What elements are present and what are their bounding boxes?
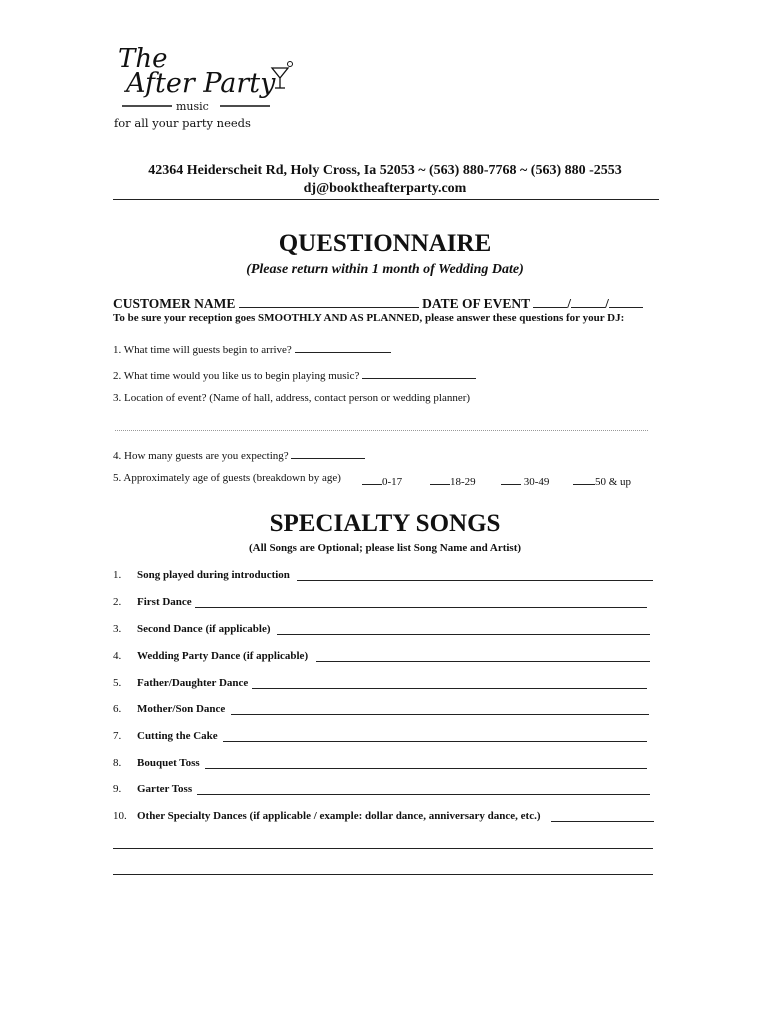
song-field[interactable] bbox=[223, 741, 647, 742]
age-range-18-29: 18-29 bbox=[430, 472, 476, 488]
logo-tagline: for all your party needs bbox=[114, 116, 251, 130]
song-field[interactable] bbox=[231, 714, 649, 715]
song-field[interactable] bbox=[277, 634, 650, 635]
age-18-29-field[interactable] bbox=[430, 472, 450, 485]
extra-line[interactable] bbox=[113, 848, 653, 849]
song-field[interactable] bbox=[195, 607, 647, 608]
age-range-30-49: 30-49 bbox=[501, 472, 549, 488]
song-field[interactable] bbox=[297, 580, 653, 581]
arrival-time-field[interactable] bbox=[295, 340, 391, 353]
contact-email: dj@booktheafterparty.com bbox=[303, 181, 467, 196]
question-arrival: 1. What time will guests begin to arrive? bbox=[113, 340, 391, 356]
header-divider bbox=[113, 199, 659, 200]
date-separator: / bbox=[567, 296, 572, 311]
customer-name-field[interactable] bbox=[239, 295, 419, 308]
specialty-songs-subtitle: (All Songs are Optional; please list Song Name and Artist) bbox=[248, 542, 522, 554]
customer-line bbox=[113, 295, 643, 312]
extra-line[interactable] bbox=[113, 874, 653, 875]
location-field[interactable] bbox=[115, 430, 648, 431]
music-start-field[interactable] bbox=[362, 366, 476, 379]
after-party-logo bbox=[112, 44, 297, 134]
age-range-50-up: 50 & up bbox=[573, 472, 631, 488]
age-30-49-field[interactable] bbox=[501, 472, 521, 485]
song-field[interactable] bbox=[205, 768, 647, 769]
questionnaire-intro: To be sure your reception goes SMOOTHLY AND AS PLANNED, please answer these questions for your DJ: bbox=[113, 312, 625, 324]
question-music-start: 2. What time would you like us to begin playing music? bbox=[113, 366, 476, 382]
song-field[interactable] bbox=[316, 661, 650, 662]
age-range-0-17: 0-17 bbox=[362, 472, 402, 488]
event-year-field[interactable] bbox=[609, 295, 643, 308]
question-guest-ages: 5. Approximately age of guests (breakdown by age) bbox=[113, 472, 341, 484]
guest-count-field[interactable] bbox=[291, 446, 365, 459]
age-0-17-field[interactable] bbox=[362, 472, 382, 485]
date-separator: / bbox=[605, 296, 609, 311]
questionnaire-page: The After Party music for all your party needs 42364 Heiderscheit Rd, Holy Cross, Ia 52053 ~ (563) 880-7768 ~ (563) 880 -2553 dj@booktheafterparty.com QUESTIONNAIRE (Please return within 1 month of Wedding Date) CUSTOMER NAME DATE OF EVENT / / To be sure your reception goes SMOOTHLY AND AS PLANNED, please answer these questions for your DJ: 1. What time will guests begin to arrive? 2. What time would you like us to begin playing music? 3. Location of event? (Name of hall, address, contact person or wedding planner) 4. How many guests are you expecting? 5. Approximately age of guests (breakdown by age) 0-17 18-29 30-49 50 & up SPECIALTY SONGS (All Songs are Optional; please list Song Name and Artist) 1. Song played during introduction 2. First Dance 3. Second Dance (if applicable) 4. Wedding Party Dance (if applicable) 5. Father/Daughter Dance 6. Mother/Son Dance 7. Cutting the Cake 8. Bouquet Toss 9. Garter Toss 10. Other Specialty Dances (if applicable / example: dollar dance, anniversary dance, etc.) bbox=[0, 0, 770, 1024]
question-location: 3. Location of event? (Name of hall, address, contact person or wedding planner) bbox=[113, 392, 471, 404]
age-50-up-field[interactable] bbox=[573, 472, 595, 485]
logo-music: music bbox=[176, 100, 209, 113]
logo-line-1: The bbox=[118, 44, 168, 74]
event-month-field[interactable] bbox=[533, 295, 567, 308]
song-field[interactable] bbox=[252, 688, 647, 689]
specialty-songs-title: SPECIALTY SONGS bbox=[269, 510, 501, 537]
song-field[interactable] bbox=[197, 794, 650, 795]
questionnaire-subtitle: (Please return within 1 month of Wedding Date) bbox=[246, 262, 524, 277]
question-guest-count: 4. How many guests are you expecting? bbox=[113, 446, 365, 462]
customer-name-label: CUSTOMER NAME bbox=[113, 296, 236, 311]
logo-line-2: After Party bbox=[126, 68, 276, 99]
event-day-field[interactable] bbox=[571, 295, 605, 308]
contact-address: 42364 Heiderscheit Rd, Holy Cross, Ia 52053 ~ (563) 880-7768 ~ (563) 880 -2553 bbox=[148, 163, 622, 178]
song-field[interactable] bbox=[551, 821, 654, 822]
date-of-event-label: DATE OF EVENT bbox=[422, 296, 530, 311]
questionnaire-title: QUESTIONNAIRE bbox=[278, 230, 492, 257]
